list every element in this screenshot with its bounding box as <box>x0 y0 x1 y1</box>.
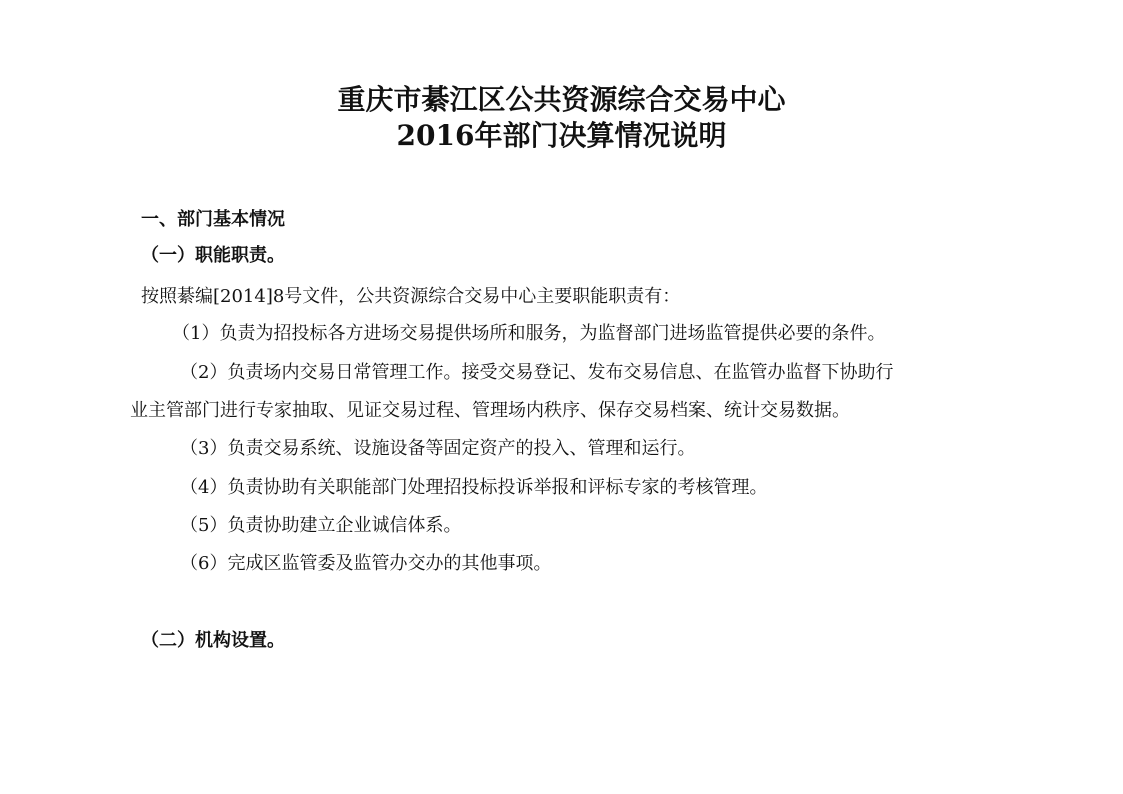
duty-item: （2）负责场内交易日常管理工作。接受交易登记、发布交易信息、在监管办监督下协助行 <box>180 362 894 383</box>
document-title: 重庆市綦江区公共资源综合交易中心 <box>337 83 786 116</box>
subsection-heading-organization: （二）机构设置。 <box>141 630 285 651</box>
duty-item: （3）负责交易系统、设施设备等固定资产的投入、管理和运行。 <box>180 438 696 459</box>
duty-item: （1）负责为招投标各方进场交易提供场所和服务，为监督部门进场监管提供必要的条件。 <box>172 323 886 344</box>
subsection-heading-duties: （一）职能职责。 <box>141 245 285 266</box>
section-heading-basic-info: 一、部门基本情况 <box>141 209 285 230</box>
duty-item: （4）负责协助有关职能部门处理招投标投诉举报和评标专家的考核管理。 <box>180 477 768 498</box>
duty-item-continuation: 业主管部门进行专家抽取、见证交易过程、管理场内秩序、保存交易档案、统计交易数据。 <box>130 400 850 421</box>
document-subtitle: 2016年部门决算情况说明 <box>396 119 727 152</box>
duty-item: （6）完成区监管委及监管办交办的其他事项。 <box>180 553 552 574</box>
duty-item: （5）负责协助建立企业诚信体系。 <box>180 515 462 536</box>
intro-paragraph: 按照綦编[2014]8号文件，公共资源综合交易中心主要职能职责有： <box>141 286 681 307</box>
